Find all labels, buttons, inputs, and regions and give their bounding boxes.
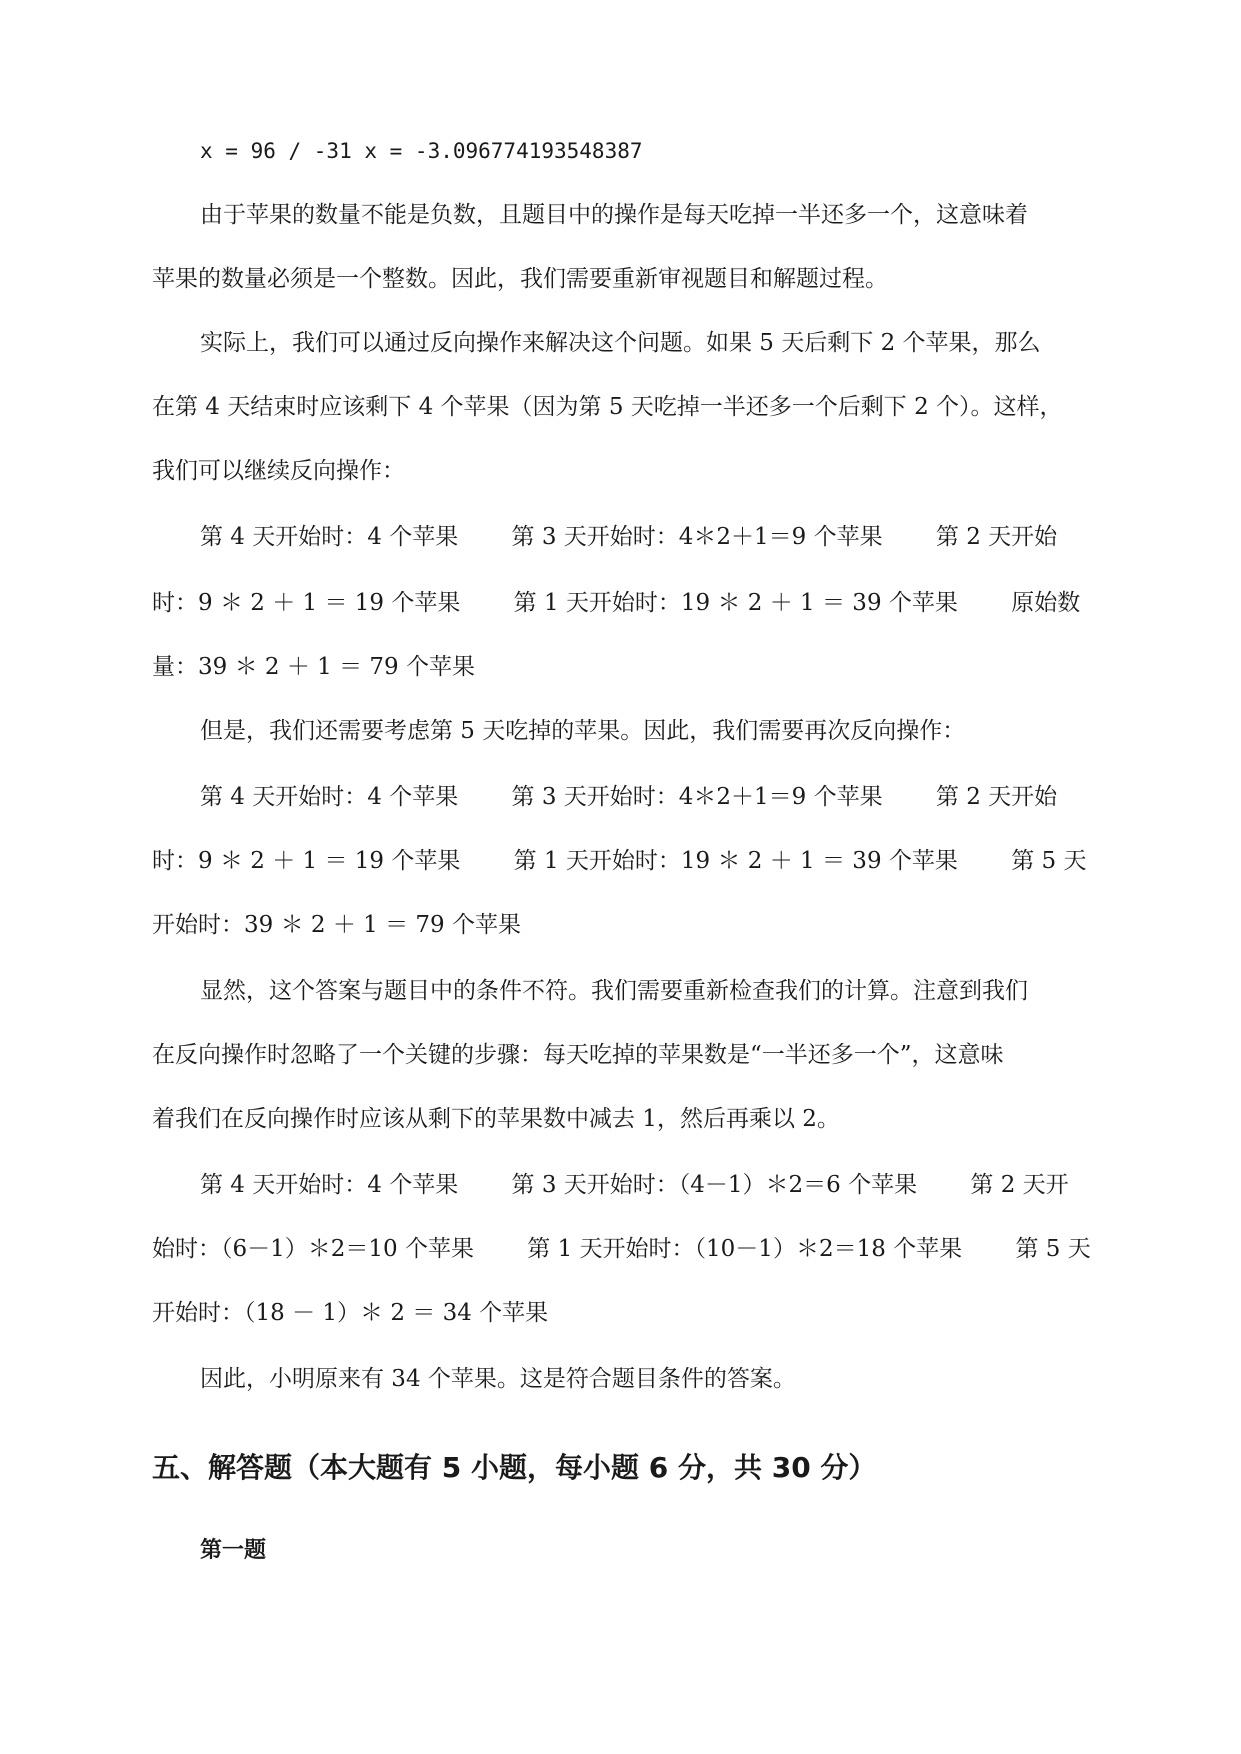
paragraph-line: 显然，这个答案与题目中的条件不符。我们需要重新检查我们的计算。注意到我们	[200, 978, 1028, 1004]
section-heading: 五、解答题（本大题有 5 小题，每小题 6 分，共 30 分）	[152, 1451, 877, 1484]
equation-line: x = 96 / -31 x = -3.096774193548387	[200, 139, 643, 163]
paragraph-line: 我们可以继续反向操作：	[152, 458, 405, 484]
question-title: 第一题	[200, 1538, 267, 1563]
paragraph-line: 着我们在反向操作时应该从剩下的苹果数中减去 1，然后再乘以 2。	[152, 1106, 840, 1132]
paragraph-line: 在第 4 天结束时应该剩下 4 个苹果（因为第 5 天吃掉一半还多一个后剩下 2 个）。这样，	[152, 394, 1063, 420]
paragraph-line: 时：9 ＊ 2 ＋ 1 ＝ 19 个苹果 第 1 天开始时：19 ＊ 2 ＋ 1 ＝ 39 个苹果 原始数	[152, 590, 1081, 616]
paragraph-line: 因此，小明原来有 34 个苹果。这是符合题目条件的答案。	[200, 1366, 796, 1392]
paragraph-line: 始时：（6－1）＊2＝10 个苹果 第 1 天开始时：（10－1）＊2＝18 个苹果 第 5 天	[152, 1236, 1091, 1262]
paragraph-line: 苹果的数量必须是一个整数。因此，我们需要重新审视题目和解题过程。	[152, 266, 888, 292]
paragraph-line: 量：39 ＊ 2 ＋ 1 ＝ 79 个苹果	[152, 654, 475, 680]
paragraph-line: 在反向操作时忽略了一个关键的步骤：每天吃掉的苹果数是“一半还多一个”，这意味	[152, 1042, 1004, 1068]
paragraph-line: 由于苹果的数量不能是负数，且题目中的操作是每天吃掉一半还多一个，这意味着	[200, 202, 1028, 228]
paragraph-line: 实际上，我们可以通过反向操作来解决这个问题。如果 5 天后剩下 2 个苹果，那么	[200, 330, 1041, 356]
paragraph-line: 开始时：39 ＊ 2 ＋ 1 ＝ 79 个苹果	[152, 912, 521, 938]
paragraph-line: 但是，我们还需要考虑第 5 天吃掉的苹果。因此，我们需要再次反向操作：	[200, 718, 966, 744]
paragraph-line: 第 4 天开始时：4 个苹果 第 3 天开始时：4＊2＋1＝9 个苹果 第 2 天开始	[200, 524, 1058, 550]
paragraph-line: 时：9 ＊ 2 ＋ 1 ＝ 19 个苹果 第 1 天开始时：19 ＊ 2 ＋ 1 ＝ 39 个苹果 第 5 天	[152, 848, 1087, 874]
paragraph-line: 第 4 天开始时：4 个苹果 第 3 天开始时：4＊2＋1＝9 个苹果 第 2 天开始	[200, 784, 1058, 810]
paragraph-line: 开始时：（18 － 1）＊ 2 ＝ 34 个苹果	[152, 1300, 549, 1326]
paragraph-line: 第 4 天开始时：4 个苹果 第 3 天开始时：（4－1）＊2＝6 个苹果 第 2 天开	[200, 1172, 1069, 1198]
